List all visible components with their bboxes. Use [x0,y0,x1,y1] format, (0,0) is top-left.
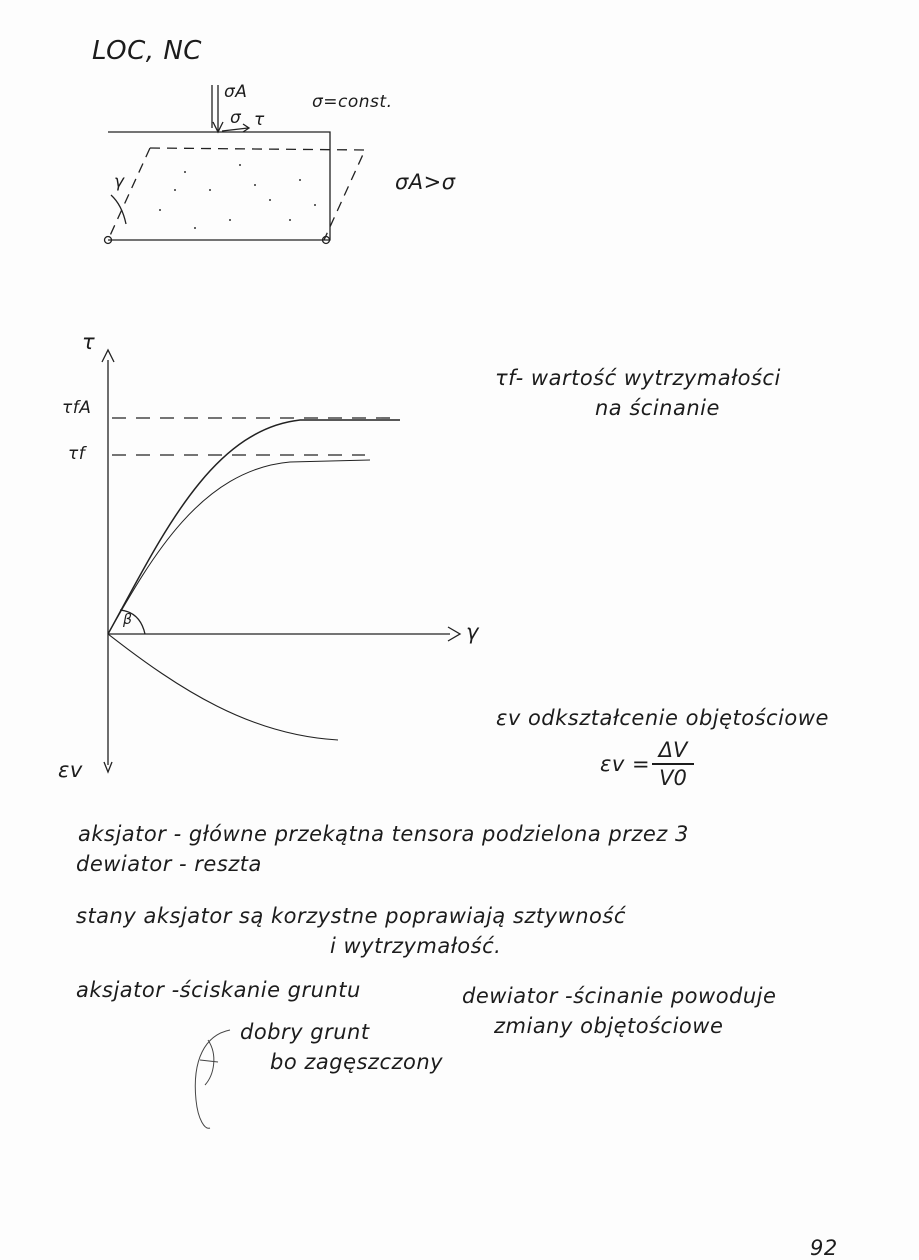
tau-fa-level-label: τfA [62,398,92,418]
tau-axis-label: τ [82,330,96,354]
soil-speckles [159,164,316,229]
tau-f-definition-cont: na ścinanie [595,396,720,420]
stany-statement-cont: i wytrzymałość. [330,934,502,958]
sigma-condition: σA>σ [395,170,456,194]
stress-strain-graph [102,350,460,772]
aksjator-definition: aksjator - główne przekątna tensora podzielona przez 3 [78,822,689,846]
tau-f-level-label: τf [68,444,86,464]
curve-volumetric [108,634,338,740]
aksjator-compression: aksjator -ściskanie gruntu [76,978,361,1002]
tau-label: τ [254,110,265,130]
sigma-a-label: σA [224,82,248,102]
gamma-angle-label: γ [114,172,125,192]
dewiator-definition: dewiator - reszta [76,852,262,876]
page-title: LOC, NC [92,36,202,66]
ev-definition: εv odkształcenie objętościowe [496,706,829,730]
dewiator-shear: dewiator -ścinanie powoduje [462,984,777,1008]
scribble-sketch [195,1030,230,1128]
ev-formula-lhs: εv = [600,752,651,776]
sigma-const-note: σ=const. [312,92,393,112]
curve-upper [108,420,400,634]
page-number: 92 [810,1236,838,1260]
ev-formula-fraction [652,738,694,790]
ev-denominator: V0 [659,765,687,790]
curve-lower [108,460,370,634]
ev-numerator: ΔV [658,738,688,762]
dobry-grunt-note-cont: bo zagęszczony [270,1050,444,1074]
fraction-bar [652,763,694,765]
dewiator-shear-cont: zmiany objętościowe [494,1014,724,1038]
stany-statement: stany aksjator są korzystne poprawiają sztywność [76,904,626,928]
dobry-grunt-note: dobry grunt [240,1020,370,1044]
gamma-axis-label: γ [466,620,479,644]
tau-f-definition: τf- wartość wytrzymałości [495,366,781,390]
ev-axis-label: εv [58,758,83,782]
sigma-label: σ [230,108,242,128]
beta-angle-label: β [123,612,133,628]
